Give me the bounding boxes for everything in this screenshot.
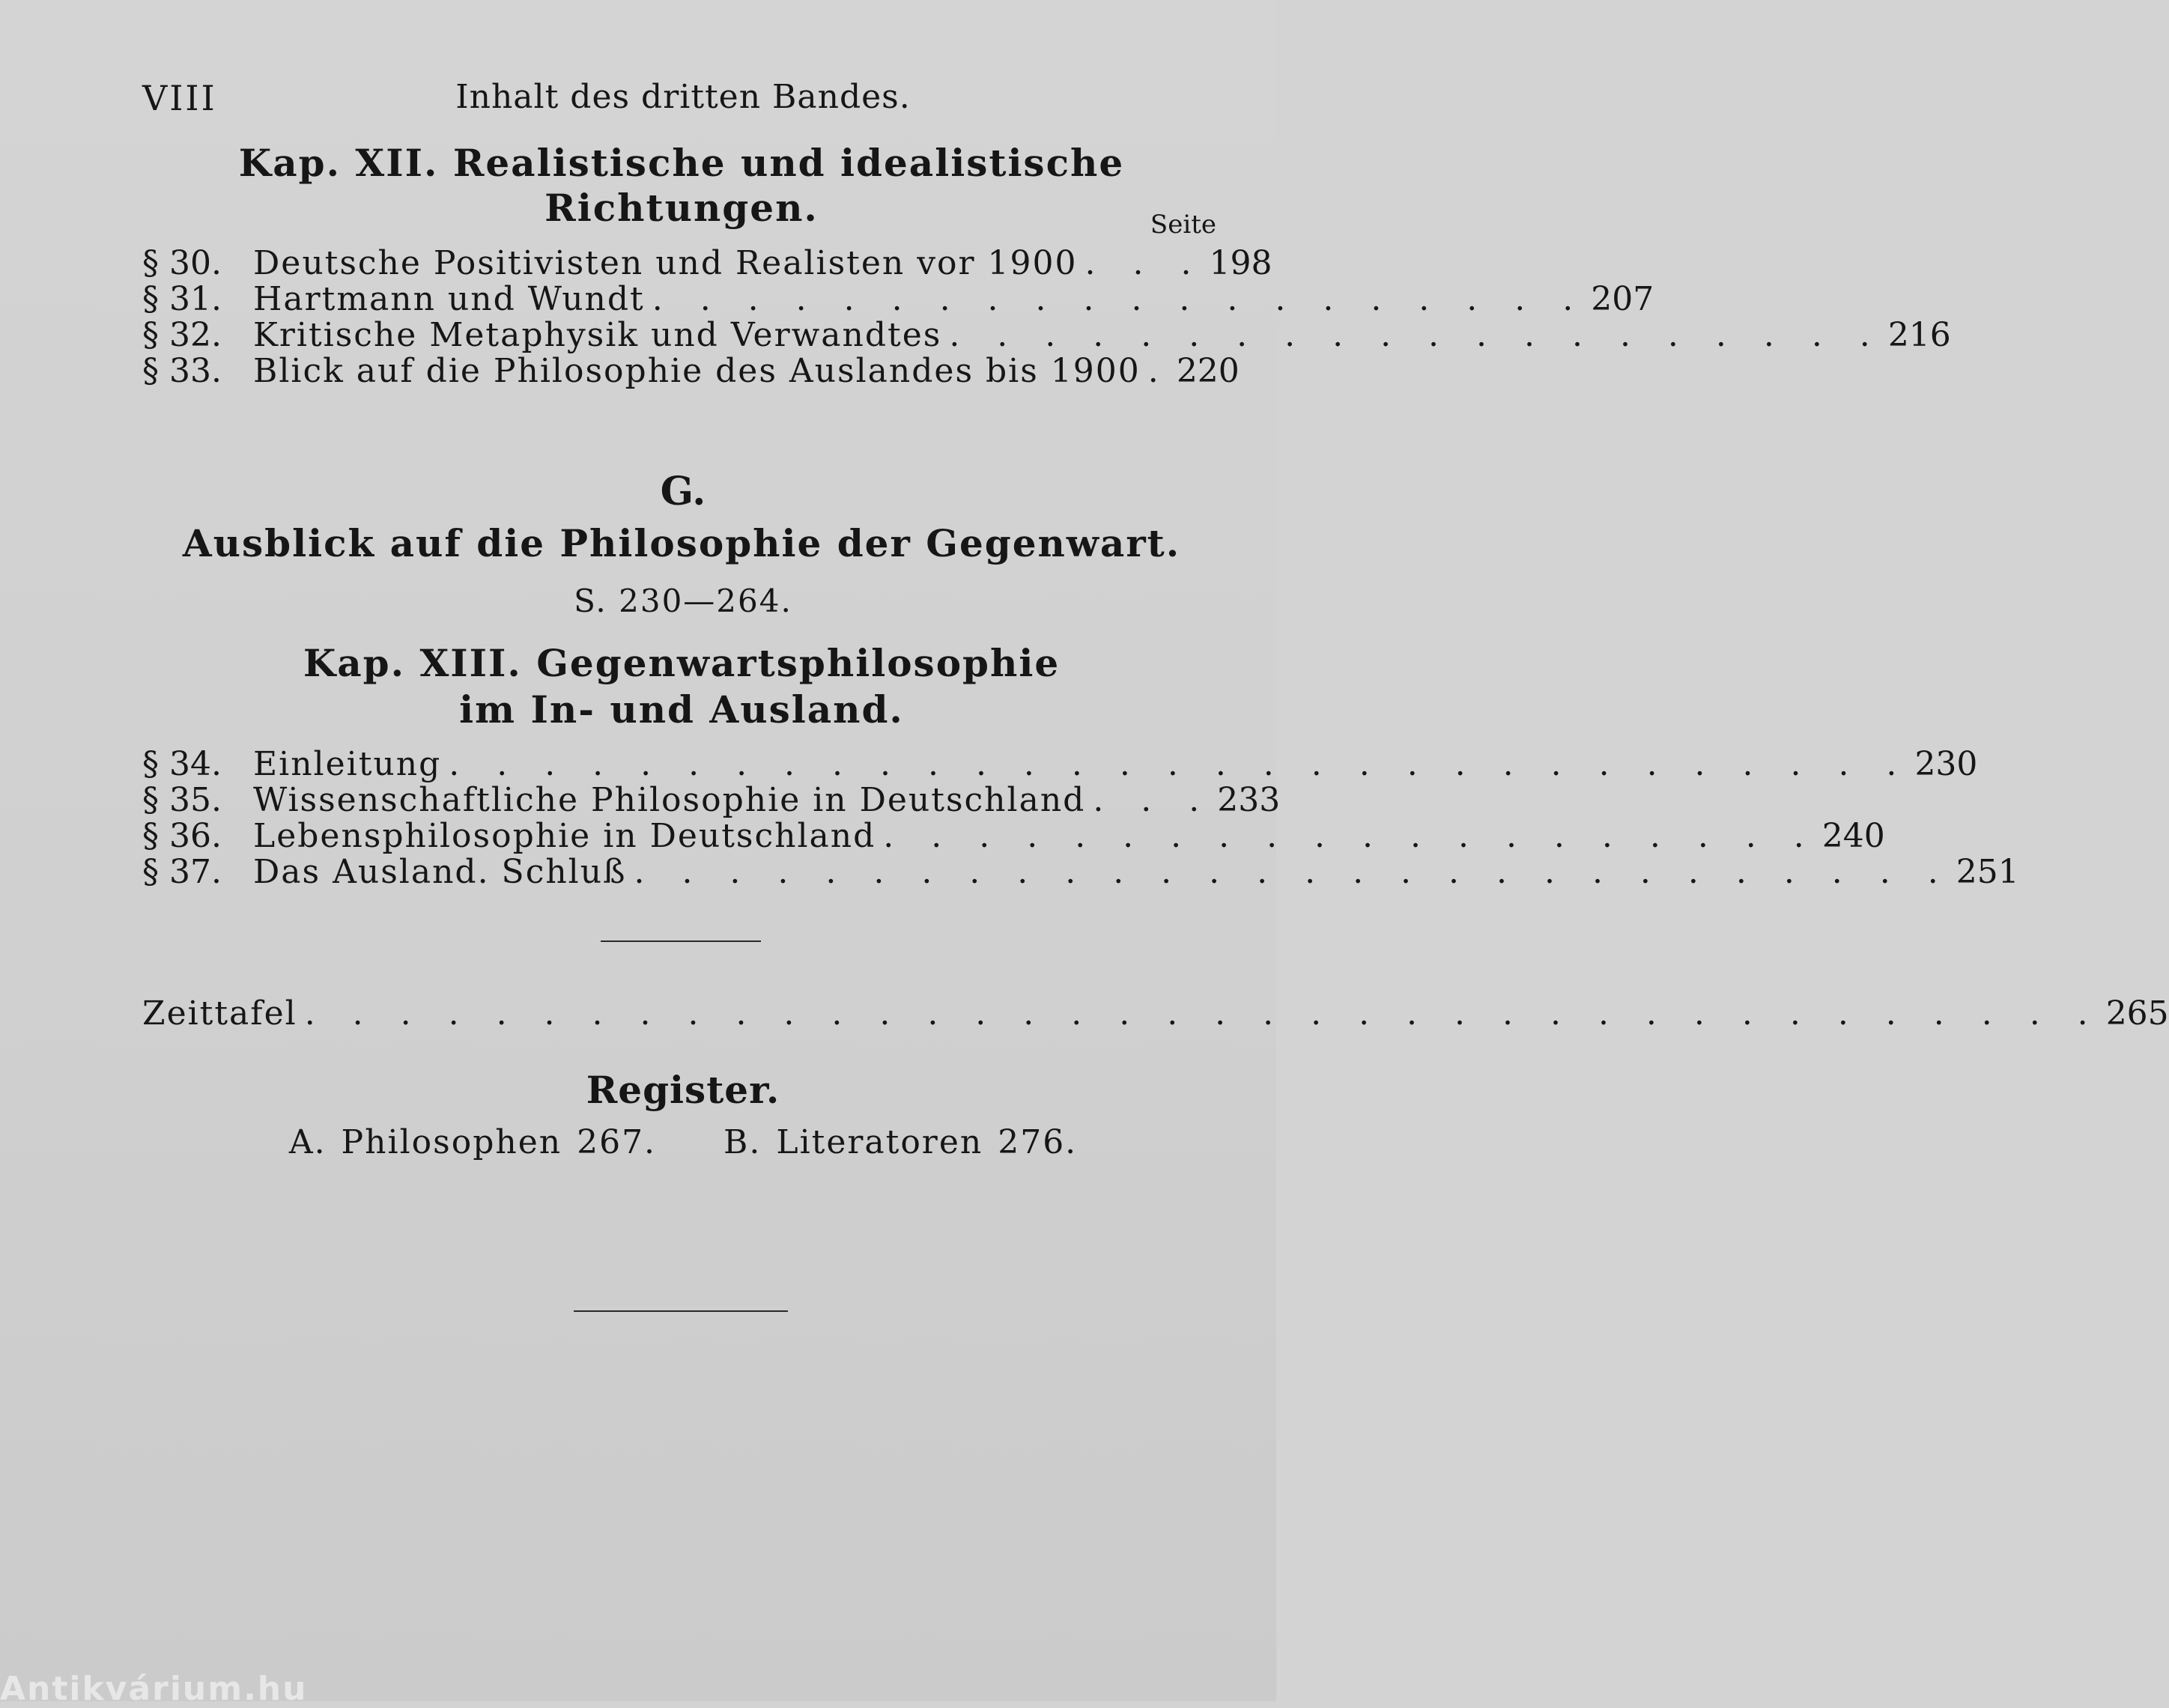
toc-page-number: 216 [1887,316,1951,354]
chapter-xiii-subtitle: im In- und Ausland. [459,687,904,732]
toc-leader-dots: . . . . . . . . . . . . . . . . . . . . [949,316,1884,354]
toc-entry-title: Lebensphilosophie in Deutschland [253,817,876,855]
register-entries [0,1123,1366,1161]
toc-entry-title: Hartmann und Wundt [253,280,645,318]
toc-entry-title: Einleitung [253,745,442,783]
toc-section-number: § 36. [142,817,222,855]
divider-rule [601,940,761,942]
toc-entry-title: Kritische Metaphysik und Verwandtes [253,316,942,354]
toc-entry-title: Wissenschaftliche Philosophie in Deutschland [253,781,1086,819]
toc-page-number: 265 [2105,994,2169,1033]
toc-section-number: § 34. [142,745,222,783]
toc-leader-dots: . . . . . . . . . . . . . . . . . . . . . . . . . . . . [634,853,1952,891]
toc-entry-34 [142,745,1978,783]
toc-entry-zeittafel [142,994,2169,1033]
toc-leader-dots: . . . [1084,244,1205,282]
toc-section-number: § 33. [142,352,222,390]
toc-entry-32 [142,316,1951,354]
toc-entry-35 [142,781,1281,819]
chapter-xii-subtitle: Richtungen. [544,186,819,230]
register-philosophen: A. Philosophen 267. [288,1123,657,1161]
toc-entry-title: Deutsche Positivisten und Realisten vor 1900 [253,244,1078,282]
toc-page-number: 230 [1914,745,1978,783]
toc-leader-dots: . . . . . . . . . . . . . . . . . . . . [883,817,1818,855]
toc-page-number: 220 [1176,352,1240,390]
toc-leader-dots: . [1147,352,1172,390]
register-literatoren: B. Literatoren 276. [723,1123,1078,1161]
toc-page-number: 207 [1591,280,1654,318]
toc-leader-dots: . . . . . . . . . . . . . . . . . . . . [652,280,1587,318]
toc-leader-dots: . . . . . . . . . . . . . . . . . . . . . . . . . . . . . . . . . . . . . . [304,994,2102,1033]
page-number: VIII [142,78,217,118]
toc-entry-33 [142,352,1240,390]
toc-entry-31 [142,280,1654,318]
chapter-xii-title: Kap. XII. Realistische und idealistische [238,141,1125,185]
page-column-label: Seite [1150,210,1216,240]
chapter-xiii-title: Kap. XIII. Gegenwartsphilosophie [303,641,1061,685]
toc-page-number: 251 [1956,853,2019,891]
toc-entry-title: Das Ausland. Schluß [253,853,627,891]
toc-entry-37 [142,853,2019,891]
running-title: Inhalt des dritten Bandes. [455,78,911,116]
section-page-range: S. 230—264. [574,583,792,619]
toc-section-number: § 35. [142,781,222,819]
toc-leader-dots: . . . [1093,781,1213,819]
toc-section-number: § 32. [142,316,222,354]
toc-page-number: 233 [1217,781,1281,819]
toc-leader-dots: . . . . . . . . . . . . . . . . . . . . . . . . . . . . . . . [449,745,1911,783]
toc-entry-title: Zeittafel [142,994,297,1033]
toc-section-number: § 30. [142,244,222,282]
toc-entry-36 [142,817,1885,855]
end-rule [574,1310,788,1312]
toc-entry-30 [142,244,1272,282]
section-letter: G. [660,469,706,514]
section-title: Ausblick auf die Philosophie der Gegenwart. [182,521,1181,565]
register-heading: Register. [586,1068,780,1112]
toc-page-number: 240 [1821,817,1885,855]
toc-section-number: § 37. [142,853,222,891]
toc-entry-title: Blick auf die Philosophie des Auslandes bis 1900 [253,352,1141,390]
toc-section-number: § 31. [142,280,222,318]
watermark: Antikvárium.hu [0,1670,308,1708]
toc-page-number: 198 [1209,244,1272,282]
